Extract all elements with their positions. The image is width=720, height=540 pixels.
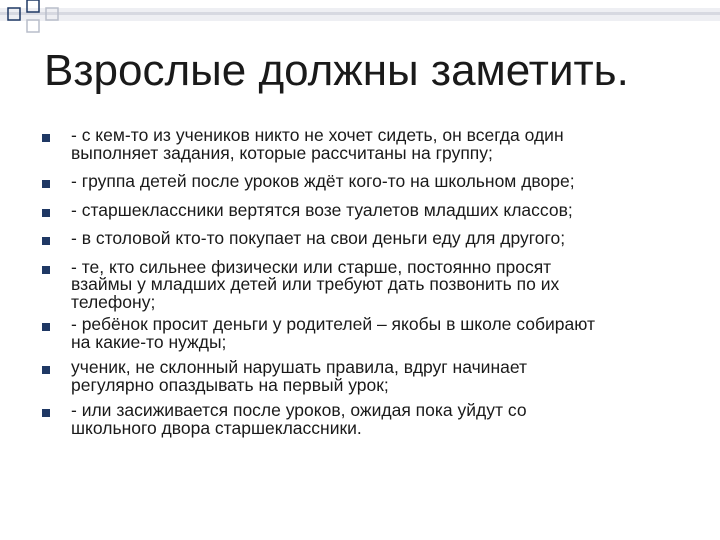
list-item-text: - старшеклассники вертятся возе туалетов младших классов; — [71, 199, 573, 220]
square-bullet-icon — [42, 266, 50, 274]
list-item-text: - те, кто сильнее физически или старше, постоянно просят взаймы у младших детей или требуют дать позвонить по их телефону; — [71, 256, 560, 312]
bullet-list — [42, 127, 682, 437]
list-item-text: - с кем-то из учеников никто не хочет сидеть, он всегда один выполняет задания, которые рассчитаны на группу; — [71, 125, 564, 163]
square-bullet-icon — [42, 323, 50, 331]
list-item-text: - группа детей после уроков ждёт кого-то на школьном дворе; — [71, 171, 575, 191]
square-bullet-icon — [42, 409, 50, 417]
list-item — [42, 230, 682, 248]
slide-title: Взрослые должны заметить. — [44, 46, 629, 95]
list-item — [42, 173, 682, 191]
square-bullet-icon — [42, 134, 50, 142]
list-item — [42, 316, 682, 351]
square-bullet-icon — [42, 366, 50, 374]
square-bullet-icon — [42, 237, 50, 245]
list-item-text: - в столовой кто-то покупает на свои деньги еду для другого; — [71, 228, 566, 248]
decor-square-3 — [27, 20, 39, 32]
list-item-text: ученик, не склонный нарушать правила, вдруг начинает регулярно опаздывать на первый урок; — [71, 357, 528, 395]
list-item — [42, 127, 682, 162]
list-item — [42, 359, 682, 394]
square-bullet-icon — [42, 180, 50, 188]
list-item — [42, 256, 682, 312]
list-item — [42, 199, 682, 220]
list-item-text: - или засиживается после уроков, ожидая пока уйдут со школьного двора старшеклассники. — [71, 400, 527, 438]
list-item — [42, 402, 682, 437]
square-bullet-icon — [42, 209, 50, 217]
list-item-text: - ребёнок просит деньги у родителей – якобы в школе собирают на какие-то нужды; — [71, 314, 595, 352]
